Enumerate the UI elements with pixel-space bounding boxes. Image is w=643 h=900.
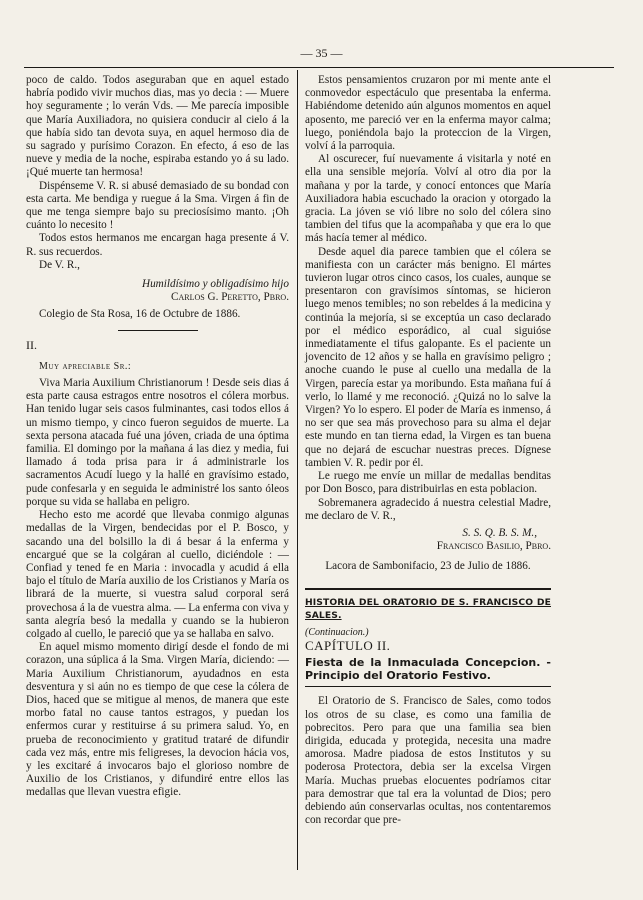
paragraph: Estos pensamientos cruzaron por mi mente ante el conmovedor espectáculo que presentaba la enferma. Habiéndome detenido aún algunos momentos en aquel aposento, me pareció ver en la enferma mayor calma; luego, poniéndola bajo la proteccion de la Virgen, volví á la parroquia.: [305, 74, 551, 153]
paragraph: Le ruego me envíe un millar de medallas benditas por Don Bosco, para distribuirlas en esta poblacion.: [305, 470, 551, 496]
paragraph: De V. R.,: [39, 258, 80, 271]
right-column: [305, 74, 551, 827]
paragraph: Hecho esto me acordé que llevaba conmigo algunas medallas de la Virgen, bendecidas por el P. Bosco, y sacando una del bolsillo la di á besar á la enferma y encargué que se la colgáran al cuello, diciéndole : — Confiad y tened fe en Maria : invocadla y acudid á ella bajo el título de María auxilio de los Cristianos y María os librará de la muerte, si vuestra salud corporal será provechosa á la de vuestra alma. — La enferma con viva y santa alegría besó la medalla y cuando se la hubieron colgado al cuello, le pareció que ya se hallaba en salvo.: [26, 509, 289, 640]
section-number: II.: [26, 337, 37, 352]
continuation-note: (Continuacion.): [305, 626, 369, 638]
letter-initials: S. S. Q. B. S. M.,: [462, 526, 537, 539]
place-date: Colegio de Sta Rosa, 16 de Octubre de 1886.: [39, 308, 241, 321]
chapter-title: Fiesta de la Inmaculada Concepcion. - Principio del Oratorio Festivo.: [305, 656, 551, 683]
column-divider: [297, 70, 298, 870]
history-title: HISTORIA DEL ORATORIO DE S. FRANCISCO DE SALES.: [305, 596, 551, 621]
letter-closing: Humildísimo y obligadísimo hijo: [142, 278, 289, 291]
letter-signature: Francisco Basilio, Pbro.: [436, 540, 551, 553]
paragraph: En aquel mismo momento dirigí desde el fondo de mi corazon, una súplica á la Sma. Virgen María, diciendo: — Maria Auxilium Christianorum, ayudadnos en esta desventura y si aún no es tiempo de que cese la cólera de Dios, haced que se mitigue al menos, de manera que este morbo fatal no cause tantos estragos, y puedan los enfermos curar y restituirse á su primera salud. Yo, en prueba de reconocimiento y gratitud trataré de difundir cada vez más, entre mis feligreses, la devocion hácia vos, y les excitaré á invocaros bajo el glorioso nombre de Auxilio de los Cristianos, y difundiré entre ellos las medallas que llevan vuestra efigie.: [26, 641, 289, 799]
left-column: [26, 74, 289, 800]
page-number: — 35 —: [300, 46, 343, 60]
place-date: Lacora de Sambonifacio, 23 de Julio de 1886.: [325, 560, 531, 573]
salutation: Muy apreciable Sr.:: [39, 360, 132, 372]
paragraph: Desde aquel dia parece tambien que el cólera se manifiesta con un carácter más benigno. El mártes tuvieron lugar otros cinco casos, los cuales, aunque se presentaron con gravísimos síntomas, se hicieron luego menos temibles; no son rebeldes á la medicina y continúa la mejoría, si se exceptúa un caso declarado por el médico esporádico, al cual siguióse inmediatamente el tifus galopante. Es el paciente un jovencito de 12 años y se halla en gravísimo peligro ; anoche cuando le puse al cuello una medalla de la Virgen, parecía estar ya moribundo. Esta mañana fuí á verlo, lo llamé y me reconoció. ¿Quizá no lo salve la Virgen? Yo lo espero. El poder de María es inmenso, á no ser que sea más provechoso para su alma el dejar este mundo en tan tierna edad, la Virgen es tan buena que no dejará de escuchar nuestras preces. Dígnese tambien V. R. pedir por él.: [305, 245, 551, 469]
paragraph: poco de caldo. Todos aseguraban que en aquel estado habría podido vivir muchos dias, mas yo decia : — Muere hoy seguramente ; lo verán Vds. — Me parecía imposible que María Auxiliadora, no quisiera conducir al cielo á la que había sido tan devota suya, en aquel hermoso dia de su sagrado y purísimo Corazon. En efecto, á eso de las nueve y media de la noche, espiraba estando yo á su lado. ¡Qué muerte tan hermosa!: [26, 74, 289, 179]
paragraph: Al oscurecer, fuí nuevamente á visitarla y noté en ella una sensible mejoría. Volví al otro dia por la mañana y por la tarde, y conocí entonces que María Auxiliadora habia escuchado la oracion y otorgado la gracia. La jóven se vió libre no solo del cólera sino tambien del tifus que la acompañaba y que era lo que más hacía temer al médico.: [305, 153, 551, 245]
paragraph: El Oratorio de S. Francisco de Sales, como todos los otros de su clase, es como una familia de pobrecitos. Pero para que una familia sea bien dirigida, educada y protegida, necesita una madre amorosa. Madre piadosa de estos Institutos y su poderosa Protectora, debia ser la excelsa Virgen María. Muchas pruebas elocuentes podríamos citar para demostrar que tal era la voluntad de Dios; pero debiendo aún conservarlas ocultas, nos contentaremos con recordar que pre-: [305, 695, 551, 827]
paragraph: Sobremanera agradecido á nuestra celestial Madre, me declaro de V. R.,: [305, 496, 551, 522]
paragraph: Dispénseme V. R. si abusé demasiado de su bondad con esta carta. Me bendiga y ruegue á la Sma. Virgen á fin de que me tenga siempre bajo su preciosísimo manto. ¡Oh cuánto lo necesito !: [26, 179, 289, 232]
header-rule: [24, 67, 614, 68]
chapter-heading: CAPÍTULO II.: [305, 638, 391, 654]
paragraph: Todos estos hermanos me encargan haga presente á V. R. sus recuerdos.: [26, 232, 289, 258]
paragraph: Viva Maria Auxilium Christianorum ! Desde seis dias á esta parte causa estragos entre nosotros el cólera morbus. Han tenido lugar seis casos fulminantes, casi todos ellos á un mismo tiempo, y cinco fueron seguidos de muerte. La sexta persona atacada fué una jóven, criada de una óptima familia. El domingo por la mañana á las diez y media, fui llamado á toda prisa para ir á administrarle los sacramentos Acudí luego y la hallé en gravísimo estado, pude confesarla y en seguida le administré los santo óleos porque su vida se hallaba en peligro.: [26, 377, 289, 508]
letter-signature: Carlos G. Peretto, Pbro.: [171, 291, 289, 304]
